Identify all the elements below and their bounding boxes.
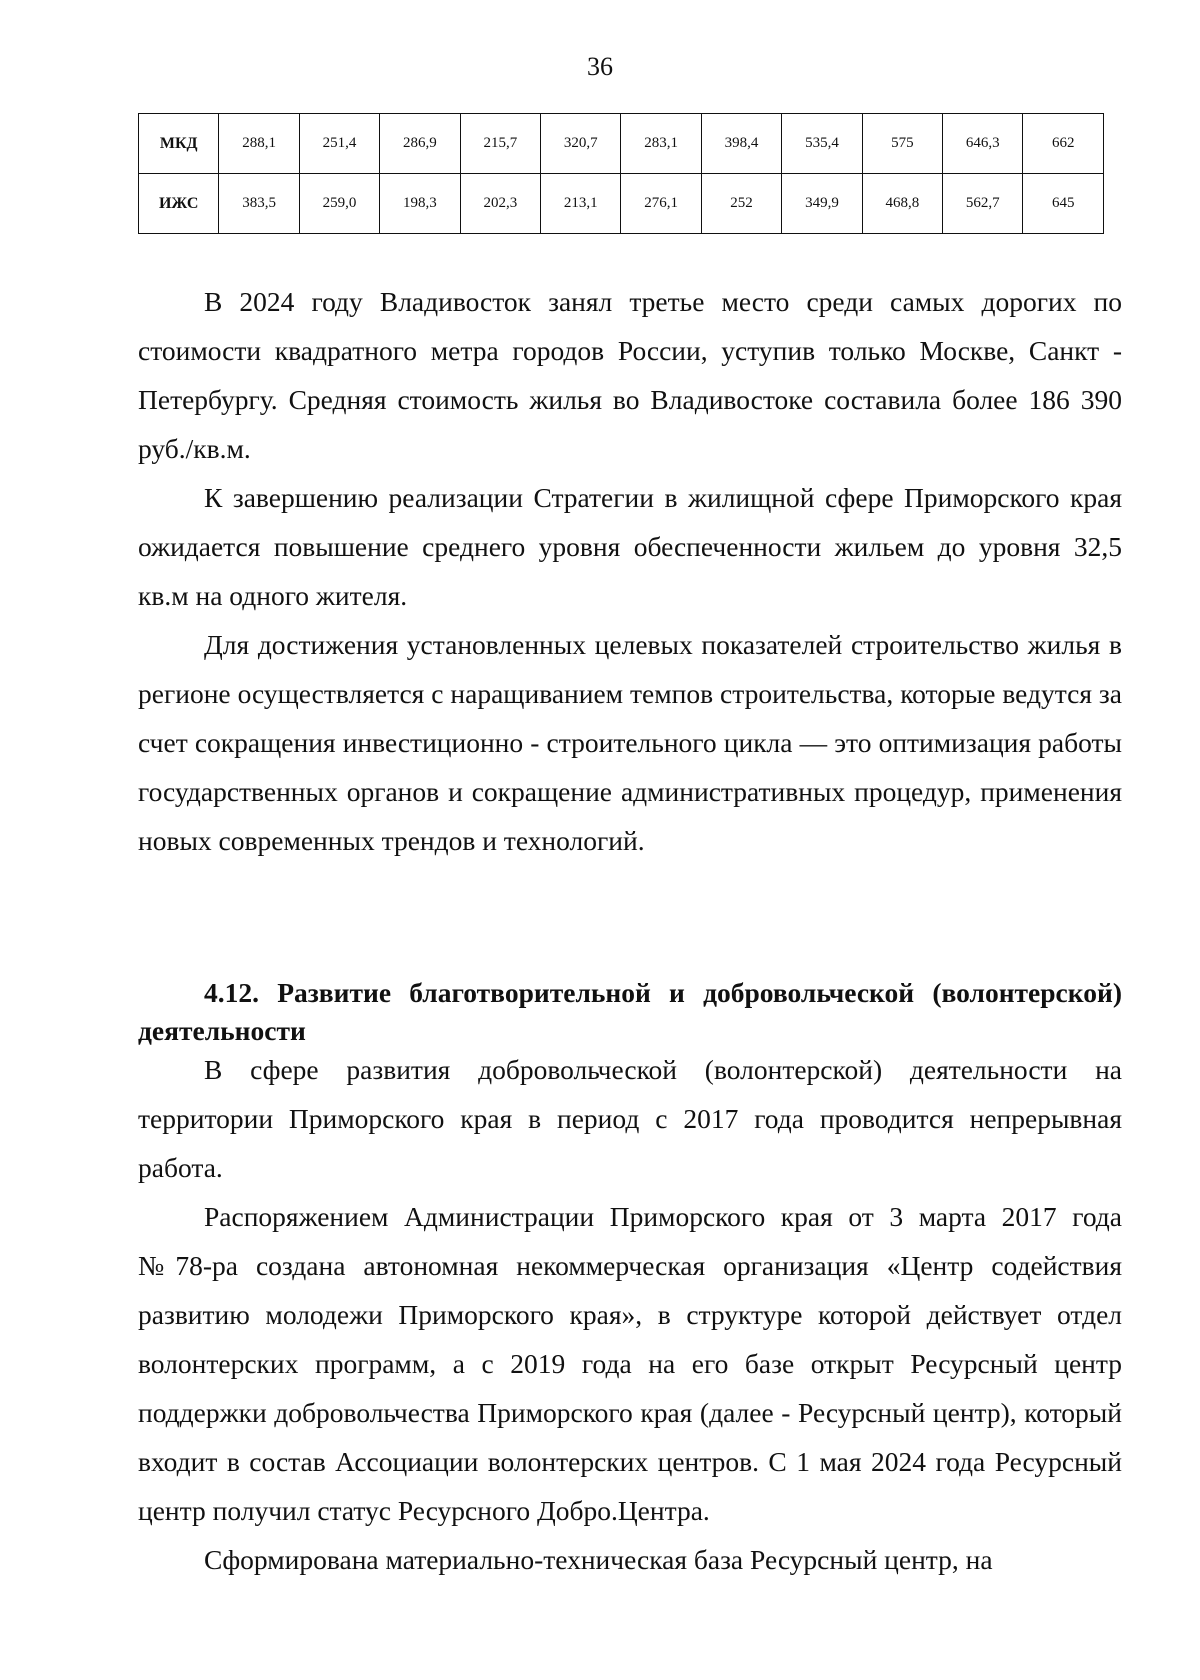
table-cell: 468,8: [862, 174, 942, 234]
table-cell: 198,3: [380, 174, 460, 234]
paragraph: Сформирована материально-техническая база Ресурсный центр, на: [204, 1544, 993, 1575]
table-cell: 283,1: [621, 114, 701, 174]
body-text-after-section: [138, 1045, 1122, 1584]
table-cell: 562,7: [943, 174, 1023, 234]
table-cell: 288,1: [219, 114, 299, 174]
housing-data-table: [138, 113, 1104, 234]
paragraph: В сфере развития добровольческой (волонтерской) деятельности на территории Приморского края в период с 2017 года проводится непрерывная работа.: [138, 1054, 1122, 1183]
paragraph: В 2024 году Владивосток занял третье место среди самых дорогих по стоимости квадратного метра городов России, уступив только Москве, Санкт - Петербургу. Средняя стоимость жилья во Владивостоке составила более 186 390 руб./кв.м.: [138, 286, 1122, 464]
page-number: 36: [587, 52, 613, 81]
table-cell: 202,3: [460, 174, 540, 234]
table-cell: 259,0: [299, 174, 379, 234]
paragraph: К завершению реализации Стратегии в жилищной сфере Приморского края ожидается повышение среднего уровня обеспеченности жильем до уровня 32,5 кв.м на одного жителя.: [138, 482, 1122, 611]
paragraph: Распоряжением Администрации Приморского края от 3 марта 2017 года №78-ра создана автономная некоммерческая организация «Центр содействия развитию молодежи Приморского края», в структуре которой действует отдел волонтерских программ, а с 2019 года на его базе открыт Ресурсный центр поддержки добровольчества Приморского края (далее - Ресурсный центр), который входит в состав Ассоциации волонтерских центров. С 1 мая 2024 года Ресурсный центр получил статус Ресурсного Добро.Центра.: [138, 1201, 1122, 1526]
body-text-before-section: [138, 277, 1122, 865]
table-cell: 398,4: [701, 114, 781, 174]
table-cell: 646,3: [943, 114, 1023, 174]
table-row: [139, 174, 1104, 234]
table-cell: 320,7: [541, 114, 621, 174]
table-cell: 383,5: [219, 174, 299, 234]
table-cell: 213,1: [541, 174, 621, 234]
table-cell: 286,9: [380, 114, 460, 174]
table-cell: 349,9: [782, 174, 862, 234]
table-cell: 575: [862, 114, 942, 174]
row-label: ИЖС: [139, 174, 219, 234]
table-cell: 252: [701, 174, 781, 234]
table-cell: 215,7: [460, 114, 540, 174]
table-cell: 645: [1023, 174, 1104, 234]
paragraph: Для достижения установленных целевых показателей строительство жилья в регионе осуществляется с наращиванием темпов строительства, которые ведутся за счет сокращения инвестиционно - строительного цикла — это оптимизация работы государственных органов и сокращение административных процедур, применения новых современных трендов и технологий.: [138, 629, 1122, 856]
table-cell: 535,4: [782, 114, 862, 174]
table-cell: 276,1: [621, 174, 701, 234]
table-row: [139, 114, 1104, 174]
table-cell: 662: [1023, 114, 1104, 174]
table-cell: 251,4: [299, 114, 379, 174]
row-label: МКД: [139, 114, 219, 174]
section-heading: 4.12. Развитие благотворительной и добровольческой (волонтерской) деятельности: [138, 977, 1122, 1046]
